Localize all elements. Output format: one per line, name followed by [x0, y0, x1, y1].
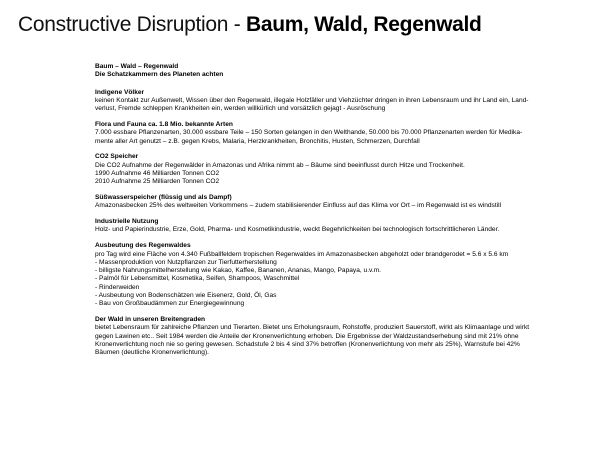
section-text-line: - Bau von Großbaudämmen zur Energiegewinnung — [95, 300, 245, 308]
section-text-line: 1990 Aufnahme 46 Milliarden Tonnen CO2 — [95, 169, 220, 177]
section-text-line: Kronenverlichtung noch nie so gering gewesen. Schadstufe 2 bis 4 sind 37% betroffen (Kronenverlichtung von mehr als 25%), Warnstufe bei 42% — [95, 341, 520, 349]
document-heading-line-1: Baum – Wald – Regenwald — [95, 63, 179, 70]
section-heading: Ausbeutung des Regenwaldes — [95, 242, 191, 250]
section-heading: Industrielle Nutzung — [95, 218, 159, 226]
document-heading — [95, 63, 587, 80]
section — [95, 242, 587, 308]
section — [95, 153, 587, 186]
section-heading: CO2 Speicher — [95, 153, 139, 161]
sections — [95, 89, 587, 358]
section — [95, 218, 587, 235]
section-text-line: - billigste Nahrungsmittelherstellung wie Kakao, Kaffee, Bananen, Ananas, Mango, Papaya, u.v.m. — [95, 267, 382, 275]
section — [95, 89, 587, 114]
section-text-line: keinen Kontakt zur Außenwelt, Wissen über den Regenwald, illegale Holzfäller und Viehzüchter dringen in ihren Lebensraum und ihr Land ein, Land- — [95, 96, 529, 104]
section-text-line: bietet Lebensraum für zahlreiche Pflanzen und Tierarten. Bietet uns Erholungsraum, Rohstoffe, produziert Sauerstoff, wirkt als Klimaanlage und wirkt — [95, 324, 530, 332]
title-prefix: Constructive Disruption - — [18, 13, 246, 36]
section — [95, 194, 587, 211]
section-text-line: Bäumen (deutliche Kronenverlichtung). — [95, 349, 209, 357]
section — [95, 316, 587, 357]
title-main: Baum, Wald, Regenwald — [245, 13, 482, 36]
section-text-line: - Massenproduktion von Nutzpflanzen zur Tierfutterherstellung — [95, 258, 277, 266]
section-text-line: 7.000 essbare Pflanzenarten, 30.000 essbare Teile – 150 Sorten gelangen in den Welthande, 50.000 bis 70.000 Pflanzenarten werden für Medika- — [95, 129, 523, 137]
section-text-line: verlust, Fremde schleppen Krankheiten ein, werden willkürlich und vorsätzlich gejagt - Ausröschung — [95, 105, 386, 113]
section-heading: Der Wald in unseren Breitengraden — [95, 316, 206, 324]
section-text-line: - Palmöl für Lebensmittel, Kosmetika, Seifen, Shampoos, Waschmittel — [95, 275, 300, 283]
section-text-line: Amazonasbecken 25% des weltweiten Vorkommens – zudem stabilisierender Einfluss auf das Klima vor Ort – im Regenwald ist es windstill — [95, 202, 502, 210]
section-text-line: - Rinderweiden — [95, 283, 140, 291]
section-text-line: 2010 Aufnahme 25 Milliarden Tonnen CO2 — [95, 178, 220, 186]
section-heading: Flora und Fauna ca. 1.8 Mio. bekannte Arten — [95, 120, 233, 128]
section-text-line: - Ausbeutung von Bodenschätzen wie Eisenerz, Gold, Öl, Gas — [95, 292, 277, 300]
section-heading: Süßwasserspeicher (flüssig und als Dampf) — [95, 194, 232, 202]
section-text-line: gegen Lawinen etc.. Seit 1984 werden die Anteile der Kronenverlichtung erhoben. Die Ergebnisse der Waldzustandserhebung sind mit 21% ohne — [95, 332, 519, 340]
document-body — [95, 63, 587, 365]
section-text-line: pro Tag wird eine Fläche von 4.340 Fußballfeldern tropischen Regenwaldes im Amazonasbecken abgeholzt oder brandgerodet = 5.6 x 5.6 km — [95, 250, 509, 258]
document-heading-line-2: Die Schatzkammern des Planeten achten — [95, 71, 224, 79]
section — [95, 121, 587, 146]
section-heading: Indigene Völker — [95, 88, 145, 96]
section-text-line: mente aller Art genutzt – z.B. gegen Krebs, Malaria, Herzkrankheiten, Bronchitis, Husten, Schmerzen, Durchfall — [95, 137, 420, 145]
section-text-line: Holz- und Papierindustrie, Erze, Gold, Pharma- und Kosmetikindustrie, weckt Begehrlichkeiten bei technologisch fortschrittlicheren Länder. — [95, 226, 500, 234]
page-title — [18, 12, 482, 38]
section-text-line: Die CO2 Aufnahme der Regenwälder in Amazonas und Afrika nimmt ab – Bäume sind beeinflusst durch Hitze und Trockenheit. — [95, 161, 465, 169]
